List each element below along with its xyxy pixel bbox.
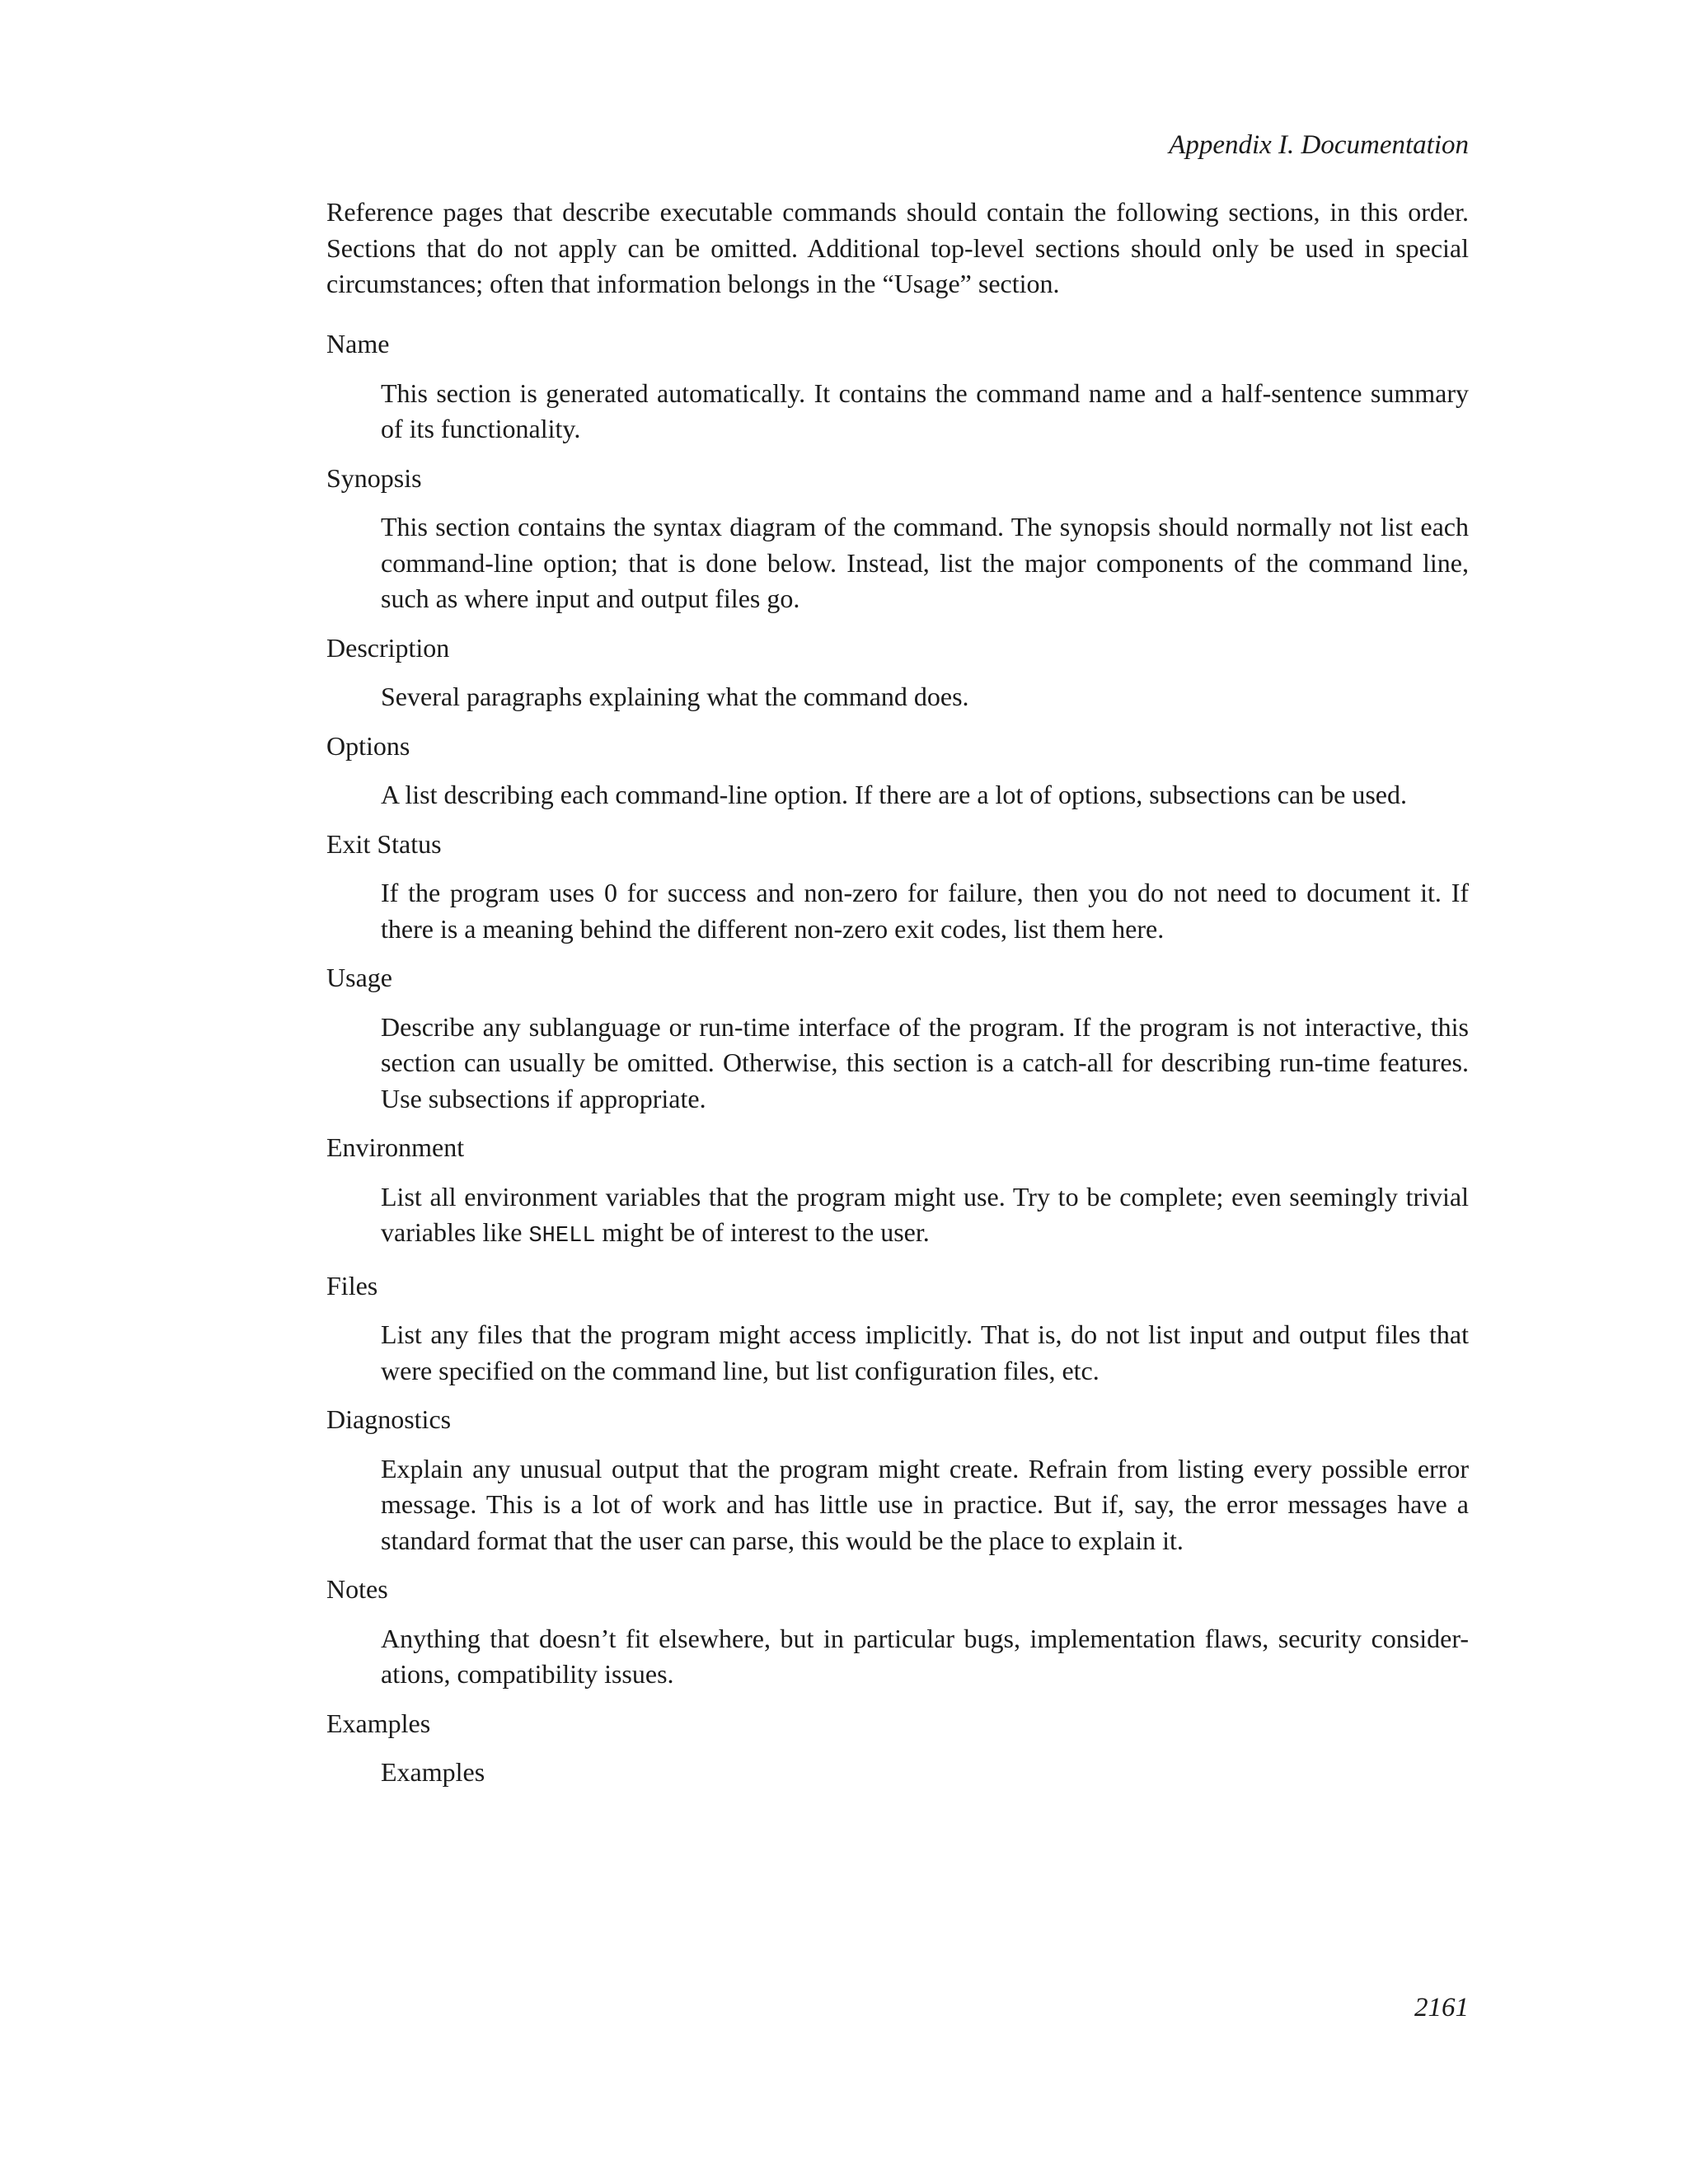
running-header: Appendix I. Documentation bbox=[1169, 130, 1469, 160]
section-term-environment: Environment bbox=[326, 1132, 465, 1162]
section-term-options: Options bbox=[326, 730, 410, 761]
shell-variable-code: SHELL bbox=[528, 1224, 596, 1249]
section-term-examples: Examples bbox=[326, 1708, 431, 1738]
section-term-exit-status: Exit Status bbox=[326, 828, 442, 859]
section-def-examples: Examples bbox=[381, 1757, 485, 1787]
section-def-synopsis: This section contains the syntax diagram of the command. The synopsis should normally not list each command-line option; that is done below. Instead, list the major components of the command line, such as where input and output files go. bbox=[381, 512, 1469, 613]
section-def-name: This section is generated automatically. It contains the command name and a half-sentence summary of its functionality. bbox=[381, 377, 1469, 443]
section-term-files: Files bbox=[326, 1270, 378, 1301]
section-term-synopsis: Synopsis bbox=[326, 462, 422, 493]
section-term-description: Description bbox=[326, 632, 450, 663]
document-page bbox=[326, 0, 1469, 2184]
section-def-description: Several paragraphs explaining what the command does. bbox=[381, 682, 969, 711]
environment-text-before: List all environment variables that the program might use. Try to be complete; even seemingly trivial variables like bbox=[381, 1181, 1469, 1247]
section-def-environment bbox=[381, 1179, 1469, 1255]
intro-paragraph: Reference pages that describe executable commands should contain the following sections, in this order. Sections that do not apply can be omitted. Additional top-level sections should only be used in special circumstances; often that information belongs in the “Usage” section. bbox=[326, 197, 1469, 298]
section-def-notes: Anything that doesn’t fit elsewhere, but in particular bugs, implementation flaws, security consider-ations, compatibility issues. bbox=[381, 1623, 1469, 1689]
section-def-diagnostics: Explain any unusual output that the program might create. Refrain from listing every possible error message. This is a lot of work and has little use in practice. But if, say, the error messages have a standard format that the user can parse, this would be the place to explain it. bbox=[381, 1453, 1469, 1555]
environment-text-after: might be of interest to the user. bbox=[595, 1217, 930, 1247]
section-term-diagnostics: Diagnostics bbox=[326, 1404, 452, 1434]
section-term-notes: Notes bbox=[326, 1574, 388, 1604]
page-number: 2161 bbox=[1414, 1993, 1469, 2022]
section-def-exit-status: If the program uses 0 for success and non-zero for failure, then you do not need to document it. If there is a meaning behind the different non-zero exit codes, list them here. bbox=[381, 878, 1469, 944]
section-def-files: List any files that the program might access implicitly. That is, do not list input and output files that were specified on the command line, but list configuration files, etc. bbox=[381, 1319, 1469, 1385]
section-term-usage: Usage bbox=[326, 963, 392, 992]
section-list bbox=[326, 326, 1469, 1804]
section-def-options: A list describing each command-line option. If there are a lot of options, subsections can be used. bbox=[381, 780, 1407, 809]
section-term-name: Name bbox=[326, 329, 390, 359]
section-def-usage: Describe any sublanguage or run-time interface of the program. If the program is not interactive, this section can usually be omitted. Otherwise, this section is a catch-all for describing run-time features. Use subsections if appropriate. bbox=[381, 1011, 1469, 1113]
